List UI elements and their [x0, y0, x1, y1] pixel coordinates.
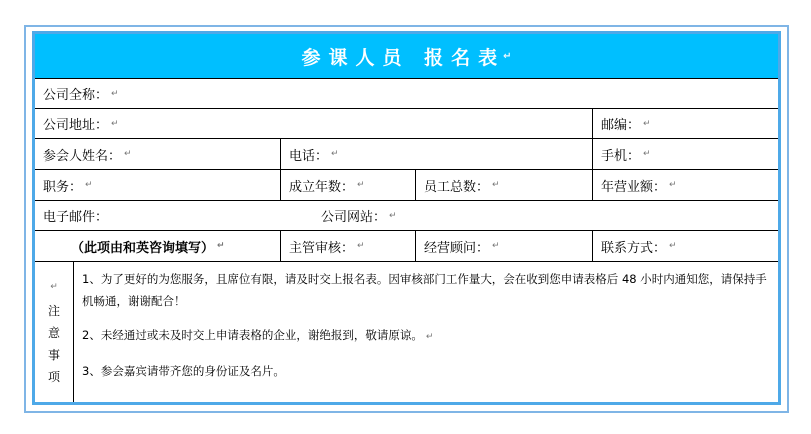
row-attendee	[35, 138, 778, 169]
company-address-label: 公司地址：	[43, 118, 109, 133]
paragraph-mark-icon: ↵	[111, 118, 119, 129]
paragraph-mark-icon: ↵	[669, 241, 677, 251]
employee-total-field[interactable]	[415, 170, 592, 200]
paragraph-mark-icon: ↵	[124, 149, 132, 159]
paragraph-mark-icon: ↵	[357, 241, 365, 251]
row-address	[35, 108, 778, 138]
contact-method-field[interactable]	[592, 231, 778, 261]
form-outer-frame	[24, 25, 789, 413]
employee-total-label: 员工总数：	[424, 179, 490, 195]
phone-field[interactable]	[280, 139, 592, 169]
paragraph-mark-icon: ↵	[492, 180, 500, 190]
note-item	[82, 360, 772, 382]
paragraph-mark-icon: ↵	[111, 88, 119, 99]
paragraph-mark-icon: ↵	[643, 118, 651, 129]
company-address-field[interactable]	[35, 109, 592, 138]
internal-note-cell	[35, 231, 280, 261]
paragraph-mark-icon: ↵	[357, 180, 365, 190]
note-item	[82, 324, 772, 348]
notes-label-char: 意	[47, 326, 60, 340]
note-text: 1、为了更好的为您服务，且席位有限，请及时交上报名表。因审核部门工作量大，会在收到您申请表格后 48 小时内通知您，请保持手机畅通，谢谢配合！	[82, 272, 767, 308]
email-field[interactable]	[35, 201, 305, 230]
supervisor-review-field[interactable]	[280, 231, 415, 261]
notes-label	[35, 262, 74, 402]
company-name-label: 公司全称：	[43, 88, 109, 103]
mobile-label: 手机：	[601, 148, 641, 164]
attendee-name-label: 参会人姓名：	[43, 148, 122, 164]
notes-label-char: 注	[47, 304, 60, 318]
founded-year-label: 成立年数：	[289, 179, 355, 195]
paragraph-mark-icon: ↵	[492, 241, 500, 251]
contact-method-label: 联系方式：	[601, 240, 667, 256]
note-text: 2、未经通过或未及时交上申请表格的企业，谢绝报到，敬请原谅。	[82, 328, 423, 342]
supervisor-review-label: 主管审核：	[289, 240, 355, 256]
annual-revenue-label: 年营业额：	[601, 179, 667, 195]
filled-by-note: （此项由和英咨询填写）	[71, 240, 215, 256]
note-item	[82, 268, 772, 312]
postcode-field[interactable]	[592, 109, 778, 138]
row-company-info	[35, 169, 778, 200]
position-field[interactable]	[35, 170, 280, 200]
paragraph-mark-icon: ↵	[669, 180, 677, 190]
email-label: 电子邮件：	[43, 210, 109, 225]
row-online	[35, 200, 778, 230]
notes-body	[82, 268, 772, 382]
row-notes	[35, 261, 778, 402]
position-label: 职务：	[43, 179, 83, 195]
paragraph-mark-icon: ↵	[331, 149, 339, 159]
paragraph-mark-icon: ↵	[503, 50, 512, 62]
paragraph-mark-icon: ↵	[389, 210, 397, 221]
attendee-name-field[interactable]	[35, 139, 280, 169]
paragraph-mark-icon: ↵	[643, 149, 651, 159]
phone-label: 电话：	[289, 148, 329, 164]
company-website-field[interactable]	[313, 201, 778, 230]
company-website-label: 公司网站：	[321, 210, 387, 225]
notes-label-char: 项	[47, 370, 60, 384]
annual-revenue-field[interactable]	[592, 170, 778, 200]
notes-label-char: 事	[47, 348, 60, 362]
row-internal	[35, 230, 778, 261]
paragraph-mark-icon: ↵	[425, 332, 434, 342]
founded-year-field[interactable]	[280, 170, 415, 200]
registration-form	[32, 31, 781, 405]
note-text: 3、参会嘉宾请带齐您的身份证及名片。	[82, 364, 285, 378]
mobile-field[interactable]	[592, 139, 778, 169]
consultant-label: 经营顾问：	[424, 240, 490, 256]
form-title: 参课人员 报名表	[301, 46, 506, 69]
row-company-name	[35, 78, 778, 108]
company-name-field[interactable]	[35, 79, 778, 108]
form-title-bar	[35, 34, 778, 78]
postcode-label: 邮编：	[601, 118, 641, 133]
paragraph-mark-icon: ↵	[50, 282, 58, 292]
consultant-field[interactable]	[415, 231, 592, 261]
paragraph-mark-icon: ↵	[217, 241, 225, 251]
paragraph-mark-icon: ↵	[85, 180, 93, 190]
